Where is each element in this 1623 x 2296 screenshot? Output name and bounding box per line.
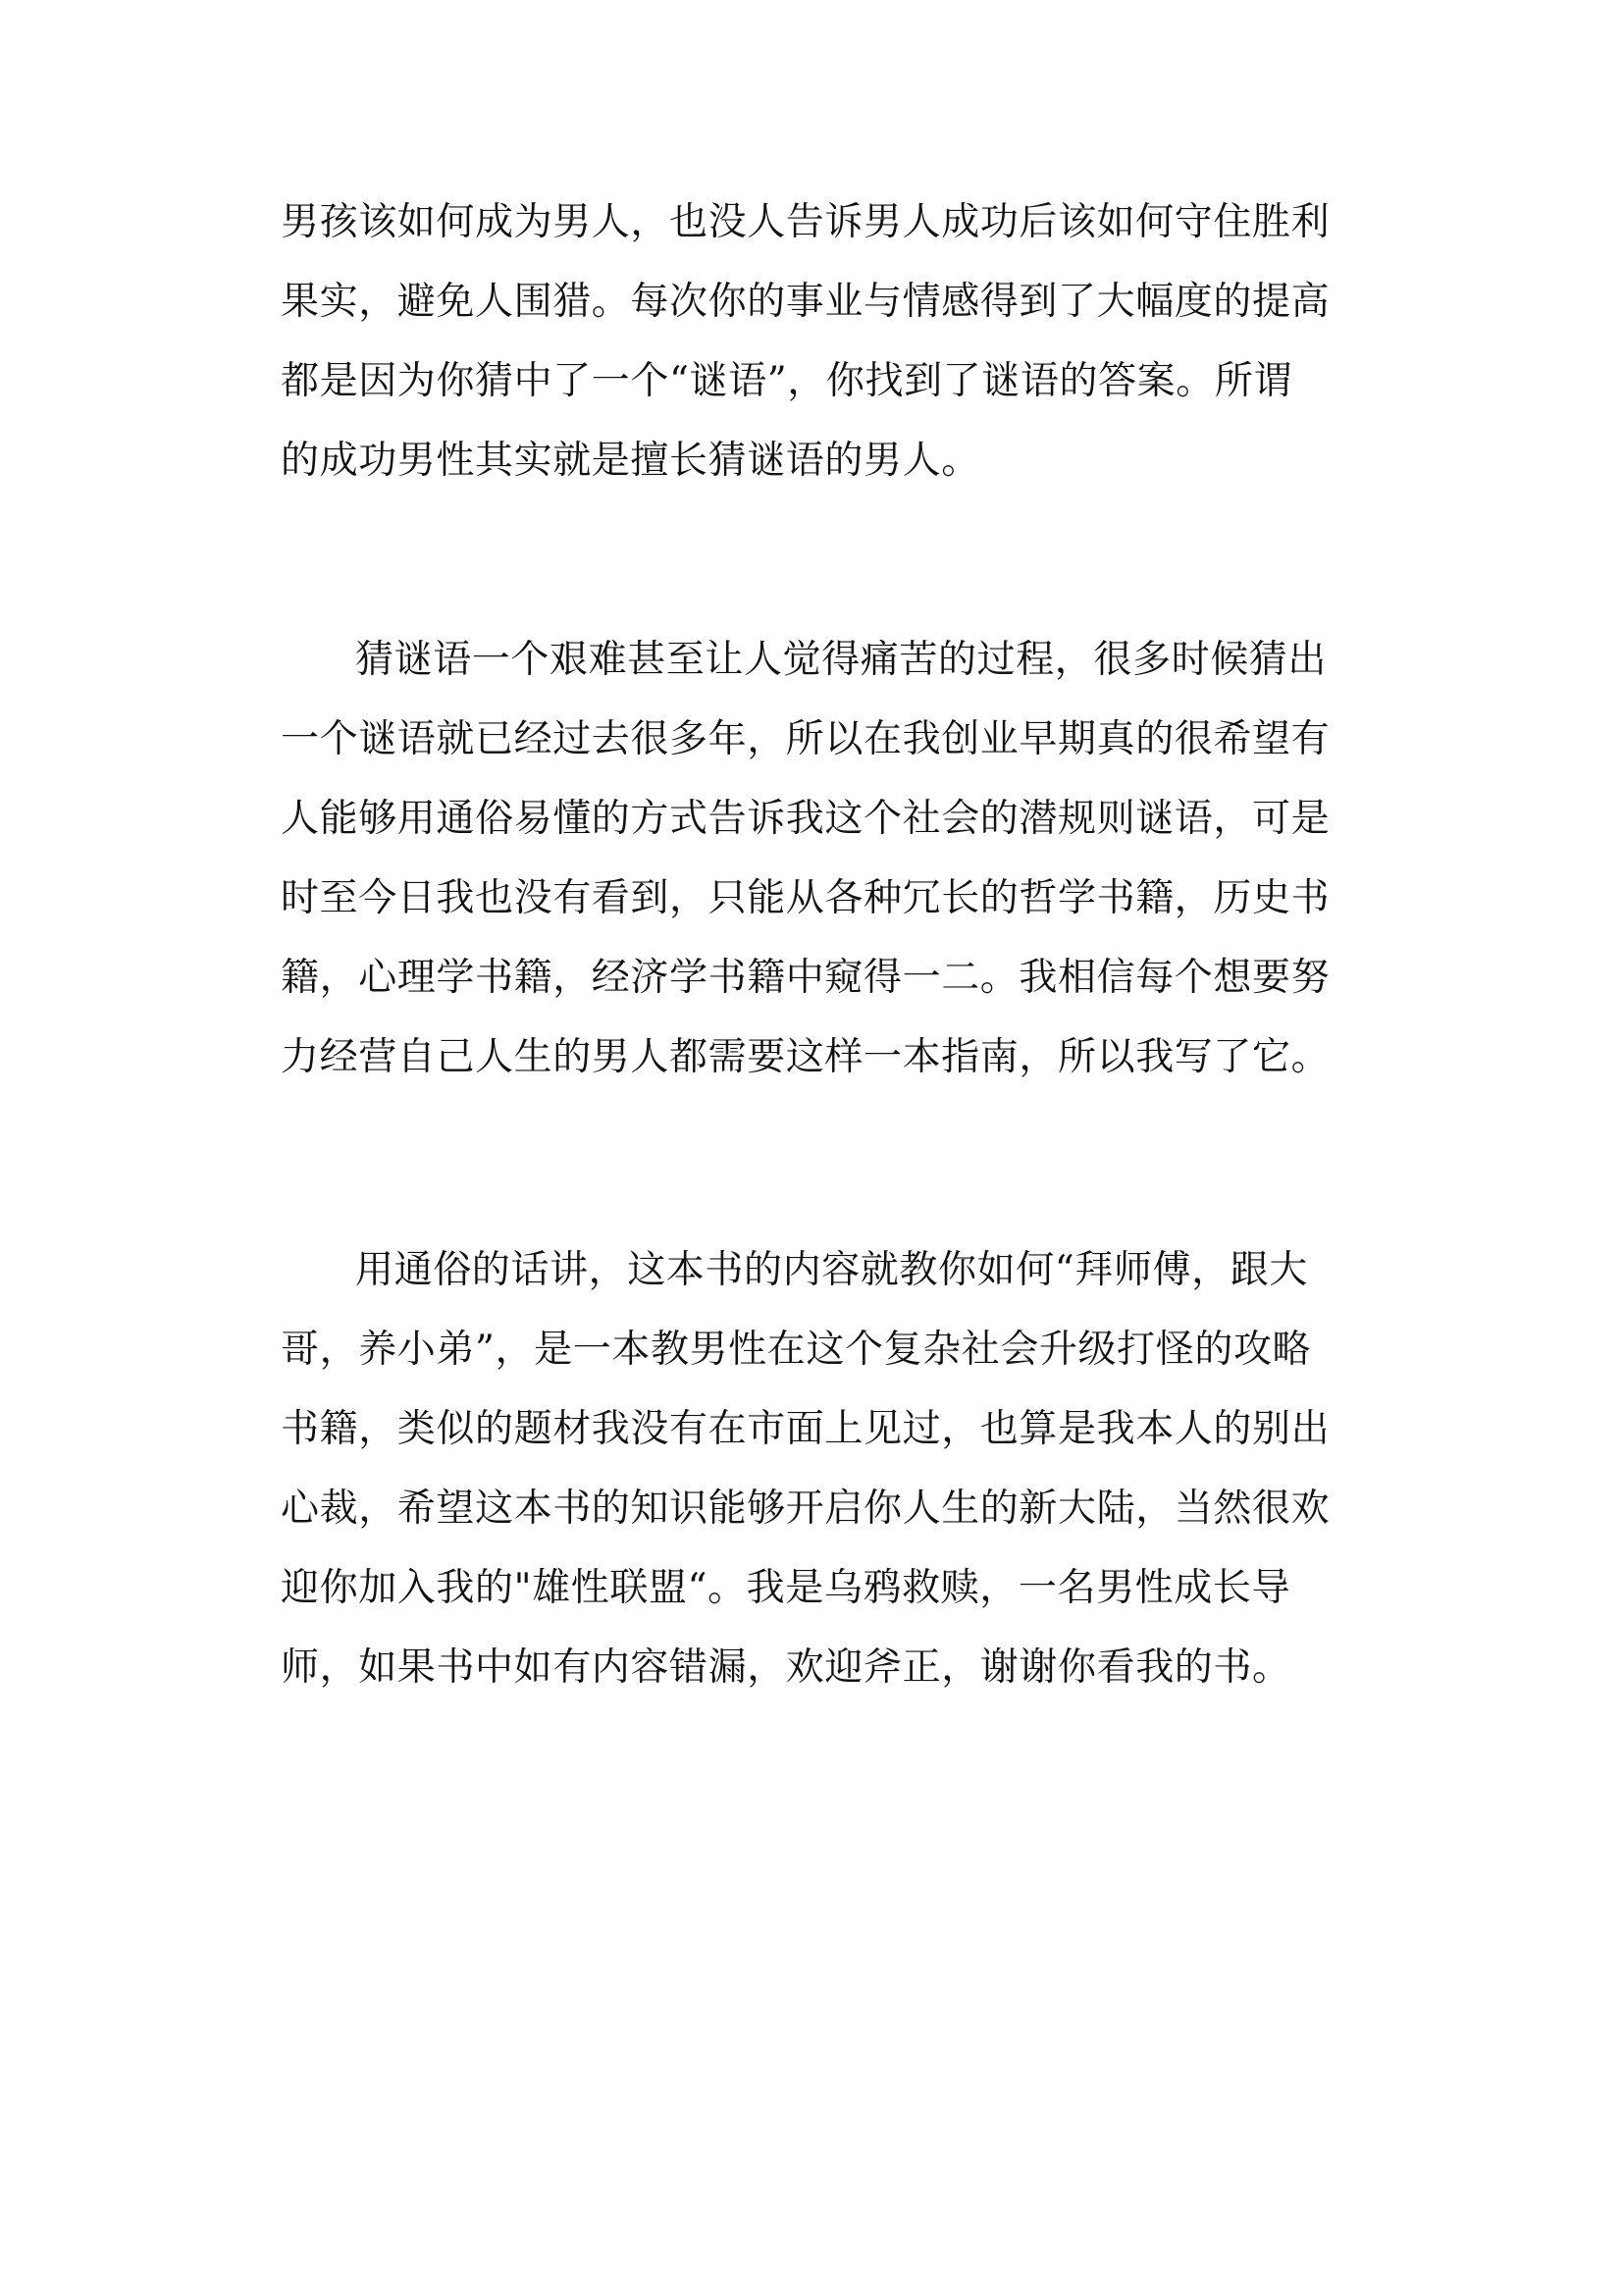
text-line: 用通俗的话讲，这本书的内容就教你如何“拜师傅，跟大 (355, 1248, 1308, 1292)
text-line: 一个谜语就已经过去很多年，所以在我创业早期真的很希望有 (281, 717, 1331, 761)
text-line: 心裁，希望这本书的知识能够开启你人生的新大陆，当然很欢 (281, 1487, 1331, 1531)
text-line: 书籍，类似的题材我没有在市面上见过，也算是我本人的别出 (281, 1407, 1331, 1451)
text-line: 迎你加入我的"雄性联盟“。我是乌鸦救赎，一名男性成长导 (281, 1566, 1291, 1610)
paragraph-3 (281, 1230, 1331, 1707)
text-line: 力经营自己人生的男人都需要这样一本指南，所以我写了它。 (281, 1035, 1331, 1079)
text-line: 时至今日我也没有看到，只能从各种冗长的哲学书籍，历史书 (281, 876, 1331, 920)
text-line: 哥，养小弟”，是一本教男性在这个复杂社会升级打怪的攻略 (281, 1328, 1312, 1372)
text-line: 师，如果书中如有内容错漏，欢迎斧正，谢谢你看我的书。 (281, 1645, 1291, 1690)
text-line: 的成功男性其实就是擅长猜谜语的男人。 (281, 439, 980, 483)
text-line: 果实，避免人围猎。每次你的事业与情感得到了大幅度的提高 (281, 280, 1331, 324)
text-line: 人能够用通俗易懂的方式告诉我这个社会的潜规则谜语，可是 (281, 797, 1331, 841)
text-line: 籍，心理学书籍，经济学书籍中窥得一二。我相信每个想要努 (281, 956, 1331, 1000)
paragraph-1 (281, 183, 1331, 500)
text-line: 男孩该如何成为男人，也没人告诉男人成功后该如何守住胜利 (281, 200, 1331, 244)
paragraph-2 (281, 620, 1331, 1097)
text-line: 都是因为你猜中了一个“谜语”，你找到了谜语的答案。所谓 (281, 359, 1293, 403)
text-line: 猜谜语一个艰难甚至让人觉得痛苦的过程，很多时候猜出 (355, 638, 1328, 682)
